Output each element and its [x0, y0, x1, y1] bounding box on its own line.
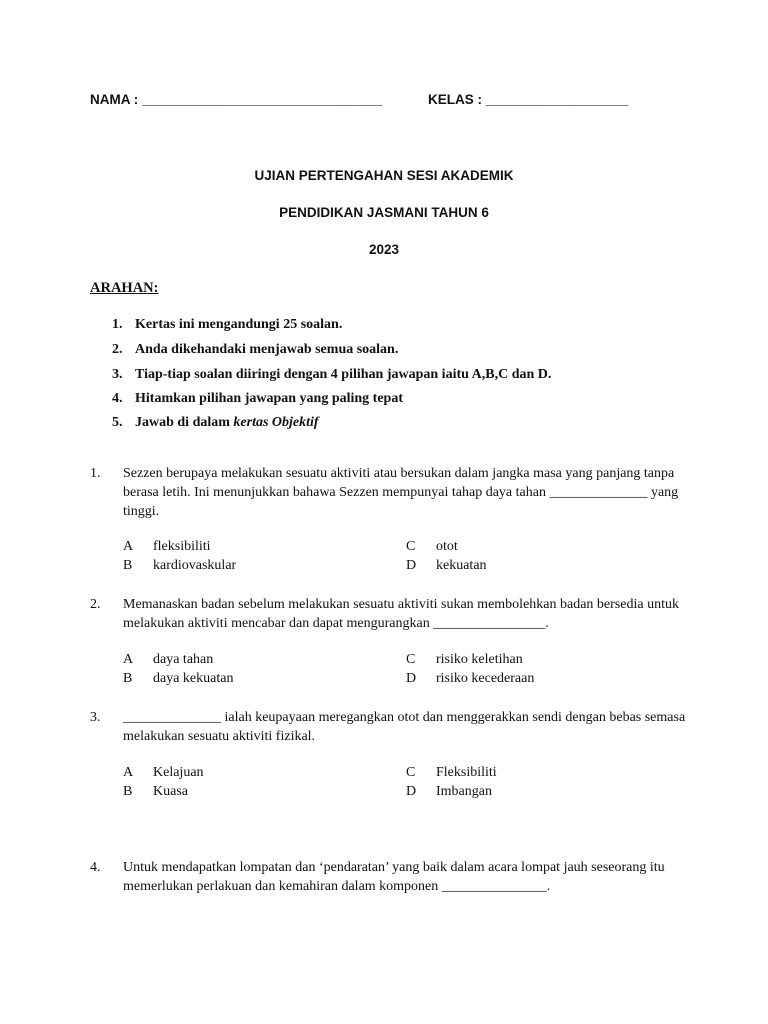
question-line: Untuk mendapatkan lompatan dan ‘pendaratan’ yang baik dalam acara lompat jauh seseorang itu — [123, 860, 665, 875]
option-text: risiko keletihan — [436, 652, 523, 667]
instruction-text: Anda dikehandaki menjawab semua soalan. — [135, 342, 399, 357]
question-text — [123, 858, 683, 896]
instruction-text: Tiap-tiap soalan diiringi dengan 4 pilihan jawapan iaitu A,B,C dan D. — [135, 367, 552, 382]
question-4 — [90, 858, 690, 898]
question-text — [123, 708, 686, 746]
question-3 — [90, 708, 690, 748]
instruction-item — [112, 415, 319, 431]
instruction-number: 2. — [112, 342, 123, 357]
option-text: risiko kecederaan — [436, 671, 535, 686]
subject-title: PENDIDIKAN JASMANI TAHUN 6 — [279, 205, 489, 220]
option-d[interactable]: D kekuatan — [406, 558, 487, 573]
exam-title: UJIAN PERTENGAHAN SESI AKADEMIK — [254, 168, 514, 183]
option-text: fleksibiliti — [153, 539, 211, 554]
question-line: memerlukan perlakuan dan kemahiran dalam komponen _______________. — [123, 879, 551, 894]
instruction-item — [112, 367, 551, 383]
question-number: 2. — [90, 597, 101, 612]
instruction-item — [112, 391, 403, 407]
option-c[interactable]: C otot — [406, 539, 458, 554]
option-text: otot — [436, 539, 458, 554]
instruction-number: 5. — [112, 415, 123, 430]
question-line: ______________ ialah keupayaan meregangkan otot dan menggerakkan sendi dengan bebas semasa — [123, 710, 686, 725]
arahan-heading: ARAHAN: — [90, 280, 159, 296]
instruction-item — [112, 342, 398, 358]
option-a[interactable]: A daya tahan — [123, 652, 214, 667]
instruction-italic-text: kertas Objektif — [233, 415, 319, 430]
option-text: daya kekuatan — [153, 671, 234, 686]
question-line: Sezzen berupaya melakukan sesuatu aktiviti atau bersukan dalam jangka masa yang panjang tanpa — [123, 466, 675, 481]
option-text: Kuasa — [153, 784, 188, 799]
option-c[interactable]: C risiko keletihan — [406, 652, 523, 667]
question-text — [123, 595, 683, 633]
option-b[interactable]: B daya kekuatan — [123, 671, 234, 686]
question-line: berasa letih. Ini menunjukkan bahawa Sezzen mempunyai tahap daya tahan ______________ yang — [123, 485, 679, 500]
question-1 — [90, 464, 690, 524]
option-b[interactable]: B kardiovaskular — [123, 558, 237, 573]
question-line: melakukan sesuatu aktiviti fizikal. — [123, 729, 316, 744]
nama-field-label: NAMA : ________________________________ — [90, 92, 383, 107]
instruction-number: 1. — [112, 317, 123, 332]
instruction-text: Hitamkan pilihan jawapan yang paling tepat — [135, 391, 404, 406]
option-text: Fleksibiliti — [436, 765, 497, 780]
option-b[interactable]: B Kuasa — [123, 784, 188, 799]
instruction-item — [112, 317, 342, 333]
question-line: tinggi. — [123, 504, 160, 519]
question-text — [123, 464, 683, 521]
instruction-text: Kertas ini mengandungi 25 soalan. — [135, 317, 343, 332]
option-text: kekuatan — [436, 558, 487, 573]
option-text: Kelajuan — [153, 765, 204, 780]
question-line: melakukan aktiviti mencabar dan dapat mengurangkan ________________. — [123, 616, 549, 631]
question-number: 1. — [90, 466, 101, 481]
question-number: 3. — [90, 710, 101, 725]
option-d[interactable]: D Imbangan — [406, 784, 492, 799]
question-2 — [90, 595, 690, 635]
instruction-number: 4. — [112, 391, 123, 406]
instruction-text: Jawab di dalam — [135, 415, 234, 430]
option-text: Imbangan — [436, 784, 492, 799]
kelas-field-label: KELAS : ___________________ — [428, 92, 629, 107]
option-a[interactable]: A fleksibiliti — [123, 539, 211, 554]
exam-year: 2023 — [368, 242, 400, 257]
instruction-number: 3. — [112, 367, 123, 382]
option-c[interactable]: C Fleksibiliti — [406, 765, 497, 780]
option-text: daya tahan — [153, 652, 214, 667]
option-d[interactable]: D risiko kecederaan — [406, 671, 535, 686]
question-line: Memanaskan badan sebelum melakukan sesuatu aktiviti sukan membolehkan badan bersedia untuk — [123, 597, 679, 612]
option-text: kardiovaskular — [153, 558, 237, 573]
question-number: 4. — [90, 860, 101, 875]
option-a[interactable]: A Kelajuan — [123, 765, 204, 780]
